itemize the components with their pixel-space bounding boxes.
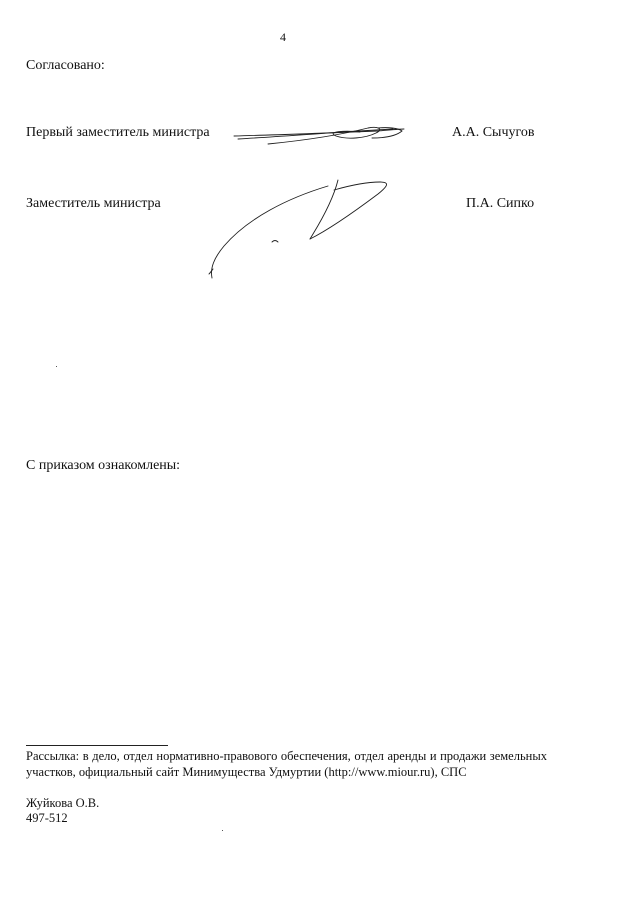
signature-2-image — [200, 172, 395, 284]
signature-1-image — [228, 122, 408, 150]
page-number: 4 — [280, 30, 286, 44]
signatory-1-name: А.А. Сычугов — [452, 125, 535, 140]
executor-name: Жуйкова О.В. — [26, 796, 100, 810]
signatory-1-position: Первый заместитель министра — [26, 125, 210, 140]
signatory-2-name: П.А. Сипко — [466, 196, 535, 211]
scan-speck — [222, 830, 223, 831]
approval-heading: Согласовано: — [26, 58, 105, 73]
executor-phone: 497-512 — [26, 811, 68, 825]
distribution-list: Рассылка: в дело, отдел нормативно-правового обеспечения, отдел аренды и продажи земельных участков, официальный сайт Минимущества Удмуртии (http://www.miour.ru), СПС — [26, 749, 547, 779]
footer-separator — [26, 745, 168, 746]
acquaintance-heading: С приказом ознакомлены: — [26, 458, 181, 473]
scan-speck — [56, 366, 57, 367]
signatory-2-position: Заместитель министра — [26, 196, 161, 211]
